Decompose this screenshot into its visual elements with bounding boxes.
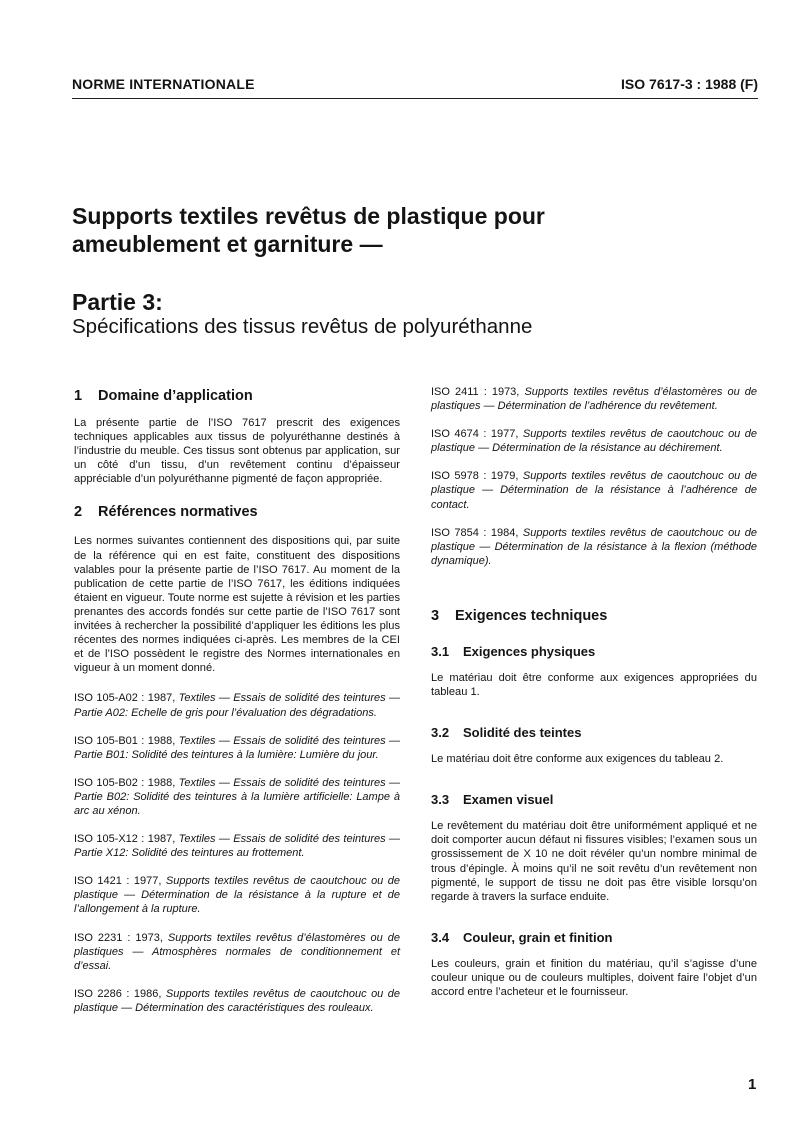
- reference-code: ISO 105-B02 : 1988,: [74, 776, 176, 789]
- section-number: 3.4: [431, 929, 450, 945]
- reference-item: [431, 526, 757, 568]
- section-1-text: La présente partie de l’ISO 7617 prescrit des exigences techniques applicables aux tissus de polyuréthanne destinés à l’industrie du meuble. Ces tissus sont obtenus par application, sur un côté d’un tissu, d’un revêtement continu d’épaisseur appréciable d’un polyuréthanne pigmenté de façon appropriée.: [74, 417, 400, 486]
- reference-item: [74, 776, 400, 818]
- reference-title: Textiles — Essais de solidité des teintures — Partie A02: Echelle de gris pour l’évaluation des dégradations.: [74, 692, 400, 719]
- section-number: 3.3: [431, 792, 450, 808]
- reference-title: Textiles — Essais de solidité des teintures — Partie X12: Solidité des teintures au frottement.: [74, 833, 400, 860]
- reference-item: [74, 691, 400, 719]
- reference-title: Supports textiles revêtus de caoutchouc ou de plastique — Détermination de la résistance à la rupture et de l’allongement à la rupture.: [74, 875, 401, 916]
- right-column: [431, 385, 757, 999]
- reference-code: ISO 5978 : 1979,: [431, 470, 519, 483]
- reference-item: [431, 427, 757, 455]
- section-number: 3.2: [431, 725, 450, 741]
- page-header: [72, 74, 758, 99]
- reference-code: ISO 7854 : 1984,: [431, 526, 519, 539]
- reference-code: ISO 2231 : 1973,: [74, 931, 163, 944]
- section-3-1-heading: [431, 644, 757, 659]
- section-number: 2: [74, 504, 83, 521]
- section-3-2-text: Le matériau doit être conforme aux exigences du tableau 2.: [431, 753, 724, 766]
- section-3-3-heading: [431, 792, 757, 807]
- reference-item: [431, 385, 757, 413]
- section-title: Domaine d’application: [98, 388, 253, 404]
- section-number: 1: [74, 388, 83, 404]
- reference-code: ISO 1421 : 1977,: [74, 875, 162, 888]
- reference-title: Supports textiles revêtus d’élastomères ou de plastiques — Atmosphères normales de conditionnement et d’essai.: [74, 931, 400, 972]
- section-3-1-text: Le matériau doit être conforme aux exigences appropriées du tableau 1.: [431, 671, 757, 699]
- reference-title: Textiles — Essais de solidité des teintures — Partie B02: Solidité des teintures à la lumière artificielle: Lampe à arc au xénon.: [74, 776, 400, 817]
- left-column: [74, 388, 400, 1015]
- reference-code: ISO 2286 : 1986,: [74, 987, 162, 1000]
- part-subtitle: Spécifications des tissus revêtus de polyuréthanne: [72, 315, 533, 338]
- reference-item: [74, 931, 400, 973]
- reference-title: Supports textiles revêtus de caoutchouc ou de plastique — Détermination de la résistance à l’adhérence de contact.: [431, 470, 758, 511]
- section-title: Solidité des teintes: [463, 725, 582, 741]
- document-title: [72, 202, 732, 258]
- header-standard-number: ISO 7617-3 : 1988 (F): [621, 76, 758, 92]
- title-line-2: ameublement et garniture —: [72, 231, 383, 257]
- section-3-heading: [431, 608, 757, 624]
- reference-item: [431, 469, 757, 511]
- section-title: Références normatives: [98, 504, 258, 521]
- section-title: Examen visuel: [463, 792, 554, 808]
- section-title: Exigences techniques: [455, 607, 608, 624]
- section-title: Couleur, grain et finition: [463, 929, 613, 945]
- section-title: Exigences physiques: [463, 643, 596, 659]
- section-number: 3.1: [431, 643, 450, 659]
- reference-item: [74, 874, 400, 916]
- reference-item: [74, 832, 400, 860]
- section-number: 3: [431, 607, 440, 624]
- section-3-4-text: Les couleurs, grain et finition du matériau, qu’il s’agisse d’une couleur unique ou de couleurs multiples, doivent faire l’objet d’un accord entre l’acheteur et le fournisseur.: [431, 957, 757, 998]
- title-line-1: Supports textiles revêtus de plastique pour: [72, 203, 545, 229]
- reference-code: ISO 4674 : 1977,: [431, 428, 519, 441]
- section-3-3-text: Le revêtement du matériau doit être uniformément appliqué et ne doit comporter aucun défaut ni fissures visibles; l’examen sous un grossissement de X 10 ne doit révéler qu’un nombre minimal de trous d’épingle. À moins qu’il ne soit revêtu d’un revêtement non pigmenté, le support de tissu ne doit pas être visible lorsqu’on regarde à travers la surface enduite.: [431, 820, 757, 903]
- section-3-4-heading: [431, 930, 757, 945]
- reference-code: ISO 2411 : 1973,: [431, 386, 520, 398]
- section-3-2-heading: [431, 725, 757, 740]
- reference-title: Supports textiles revêtus d’élastomères ou de plastiques — Détermination de l’adhérence du revêtement.: [431, 386, 758, 413]
- reference-title: Textiles — Essais de solidité des teintures — Partie B01: Solidité des teintures à la lumière: Lumière du jour.: [74, 734, 400, 761]
- page-number: 1: [748, 1076, 757, 1093]
- section-2-text: Les normes suivantes contiennent des dispositions qui, par suite de la référence qui en est faite, constituent des dispositions valables pour la présente partie de l’ISO 7617. Au moment de la publication de cette partie de l’ISO 7617, les éditions indiquées étaient en vigueur. Toute norme est sujette à révision et les parties prenantes des accords fondés sur cette partie de l’ISO 7617 sont invitées à rechercher la possibilité d’appliquer les éditions les plus récentes des normes indiquées ci-après. Les membres de la CEI et de l’ISO possèdent le registre des Normes internationales en vigueur à un moment donné.: [74, 535, 400, 675]
- reference-code: ISO 105-B01 : 1988,: [74, 734, 176, 747]
- part-label: Partie 3:: [72, 289, 163, 315]
- reference-title: Supports textiles revêtus de caoutchouc ou de plastique — Détermination de la résistance au déchirement.: [431, 428, 758, 455]
- reference-item: [74, 987, 400, 1015]
- header-standard-type: NORME INTERNATIONALE: [72, 76, 255, 92]
- reference-title: Supports textiles revêtus de caoutchouc ou de plastique — Détermination de la résistance à la flexion (méthode dynamique).: [431, 526, 758, 567]
- section-1-heading: [74, 388, 400, 404]
- reference-title: Supports textiles revêtus de caoutchouc ou de plastique — Détermination des caractéristiques des rouleaux.: [74, 987, 401, 1014]
- reference-code: ISO 105-A02 : 1987,: [74, 692, 176, 705]
- reference-code: ISO 105-X12 : 1987,: [74, 833, 176, 846]
- section-2-heading: [74, 504, 400, 520]
- reference-item: [74, 734, 400, 762]
